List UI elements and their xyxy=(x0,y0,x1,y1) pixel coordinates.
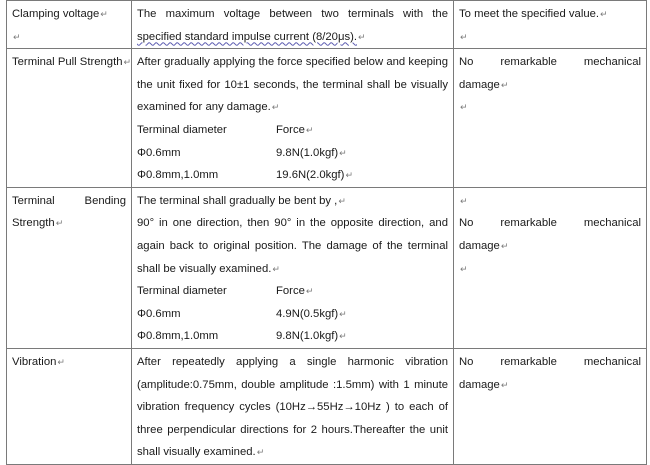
result-cell: No remarkable mechanical damage↵ ↵ xyxy=(454,49,647,188)
requirement-line: vibration frequency cycles (10Hz→55Hz→10Hz ) to each of xyxy=(137,401,448,414)
result-line: damage xyxy=(459,239,500,252)
requirement-line: 90° in one direction, then 90° in the opposite direction, and xyxy=(137,217,448,230)
table-row xyxy=(7,348,647,464)
requirement-line: After repeatedly applying a single harmonic vibration xyxy=(137,355,448,368)
requirement-cell: The terminal shall gradually be bent by ,↵ 90° in one direction, then 90° in the opposite direction, and again back to original position. The damage of the terminal shall be visually examined.↵ Terminal diameter Force↵ Φ0.6mm 4.9N(0.5kgf)↵ Φ0.8mm,1.0mm 9.8N(1.0kgf)↵ xyxy=(132,187,454,348)
result-line: No remarkable mechanical xyxy=(459,217,641,230)
test-item-name: Clamping voltage xyxy=(12,8,100,20)
requirement-line: The maximum voltage between two terminals with the xyxy=(137,8,448,20)
requirement-line: examined for any damage. xyxy=(137,101,271,114)
table-row xyxy=(7,49,647,188)
requirement-line: specified standard impulse current (8/20μs). xyxy=(137,30,357,43)
result-cell: To meet the specified value.↵ ↵ xyxy=(454,1,647,49)
requirement-cell: After repeatedly applying a single harmonic vibration (amplitude:0.75mm, double amplitude :1.5mm) with 1 minute vibration frequency cycles (10Hz→55Hz→10Hz ) to each of three perpendicular directions for 2 hours.Thereafter the unit shall visually examined.↵ xyxy=(132,348,454,464)
table-row xyxy=(7,187,647,348)
test-item-name: Terminal Bending xyxy=(12,194,126,207)
result-line: No remarkable mechanical xyxy=(459,56,641,69)
result-line: damage xyxy=(459,378,500,391)
force-table-header: Terminal diameter Force↵ xyxy=(137,123,314,136)
test-item-cell: Vibration↵ xyxy=(7,348,132,464)
test-item-name: Vibration xyxy=(12,355,57,368)
test-item-cell: Terminal Pull Strength↵ xyxy=(7,49,132,188)
test-item-name: Strength xyxy=(12,217,55,230)
result-cell: No remarkable mechanical damage↵ xyxy=(454,348,647,464)
table-row xyxy=(7,1,647,49)
requirement-line: The terminal shall gradually be bent by , xyxy=(137,194,338,207)
requirement-line: again back to original position. The damage of the terminal xyxy=(137,239,448,252)
force-table-row: Φ0.8mm,1.0mm 19.6N(2.0kgf)↵ xyxy=(137,169,353,182)
requirement-cell: After gradually applying the force specified below and keeping the unit fixed for 10±1 seconds, the terminal shall be visually examined for any damage.↵ Terminal diameter Force↵ Φ0.6mm 9.8N(1.0kgf)↵ Φ0.8mm,1.0mm 19.6N(2.0kgf)↵ xyxy=(132,49,454,188)
requirement-line: After gradually applying the force specified below and keeping xyxy=(137,56,448,69)
requirement-line: (amplitude:0.75mm, double amplitude :1.5mm) with 1 minute xyxy=(137,378,448,391)
requirement-line: three perpendicular directions for 2 hours.Thereafter the unit xyxy=(137,423,448,436)
specification-table xyxy=(6,0,647,465)
test-item-cell: Clamping voltage↵ ↵ xyxy=(7,1,132,49)
result-line: damage xyxy=(459,78,500,91)
force-table-row: Φ0.8mm,1.0mm 9.8N(1.0kgf)↵ xyxy=(137,330,347,343)
requirement-cell: The maximum voltage between two terminals with the specified standard impulse current (8/20μs).↵ xyxy=(132,1,454,49)
requirement-line: shall be visually examined. xyxy=(137,262,272,275)
result-cell: ↵ No remarkable mechanical damage↵ ↵ xyxy=(454,187,647,348)
force-table-row: Φ0.6mm 4.9N(0.5kgf)↵ xyxy=(137,307,347,320)
result-line: To meet the specified value. xyxy=(459,8,600,20)
force-table-header: Terminal diameter Force↵ xyxy=(137,285,314,298)
result-line: No remarkable mechanical xyxy=(459,355,641,368)
requirement-line: the unit fixed for 10±1 seconds, the terminal shall be visually xyxy=(137,78,448,91)
test-item-name: Terminal Pull Strength xyxy=(12,56,123,69)
force-table-row: Φ0.6mm 9.8N(1.0kgf)↵ xyxy=(137,146,347,159)
requirement-line: shall visually examined. xyxy=(137,446,256,459)
test-item-cell: Terminal Bending Strength↵ xyxy=(7,187,132,348)
